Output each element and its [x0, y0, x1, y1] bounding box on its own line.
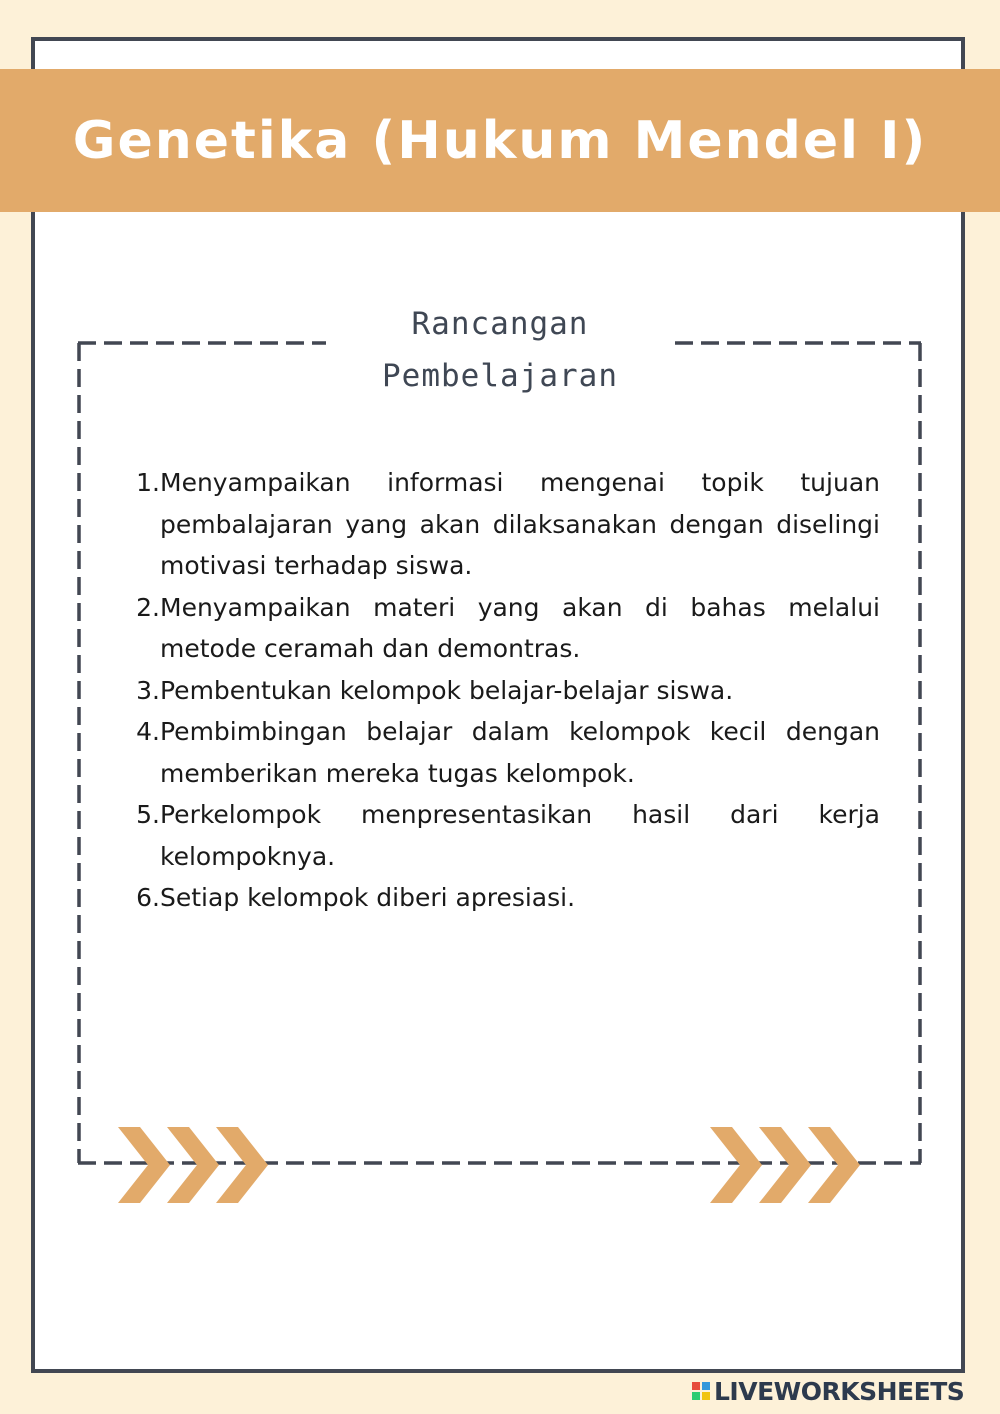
- chevron-arrows-left-icon: [118, 1127, 268, 1203]
- section-title: [330, 298, 670, 402]
- step-text: Pembimbingan belajar dalam kelompok kecil dengan memberikan mereka tugas kelompok.: [160, 717, 880, 788]
- section-title-line2: Pembelajaran: [382, 358, 618, 394]
- step-text: Menyampaikan materi yang akan di bahas melalui metode ceramah dan demontras.: [160, 592, 880, 663]
- page-title: Genetika (Hukum Mendel I): [72, 110, 928, 171]
- step-number: 3.: [136, 675, 160, 705]
- list-item: [132, 711, 880, 794]
- step-number: 2.: [136, 592, 160, 622]
- step-text: Setiap kelompok diberi apresiasi.: [160, 883, 576, 912]
- liveworksheets-logo-icon: [692, 1382, 710, 1400]
- section-title-line1: Rancangan: [411, 306, 589, 342]
- step-number: 1.: [136, 468, 160, 497]
- step-text: Perkelompok menpresentasikan hasil dari kerja kelompoknya.: [160, 800, 880, 871]
- learning-steps-list: [132, 462, 880, 919]
- step-text: Pembentukan kelompok belajar-belajar siswa.: [160, 675, 734, 705]
- liveworksheets-brand: LIVEWORKSHEETS: [714, 1376, 965, 1406]
- step-number: 4.: [136, 717, 160, 746]
- step-number: 5.: [136, 800, 160, 829]
- step-text: Menyampaikan informasi mengenai topik tujuan pembalajaran yang akan dilaksanakan dengan diselingi motivasi terhadap siswa.: [160, 468, 880, 580]
- list-item: [132, 877, 880, 919]
- step-number: 6.: [136, 883, 160, 912]
- list-item: [132, 670, 880, 712]
- list-item: [132, 587, 880, 670]
- list-item: [132, 794, 880, 877]
- liveworksheets-logo[interactable]: [692, 1376, 964, 1406]
- list-item: [132, 462, 880, 587]
- chevron-arrows-right-icon: [710, 1127, 860, 1203]
